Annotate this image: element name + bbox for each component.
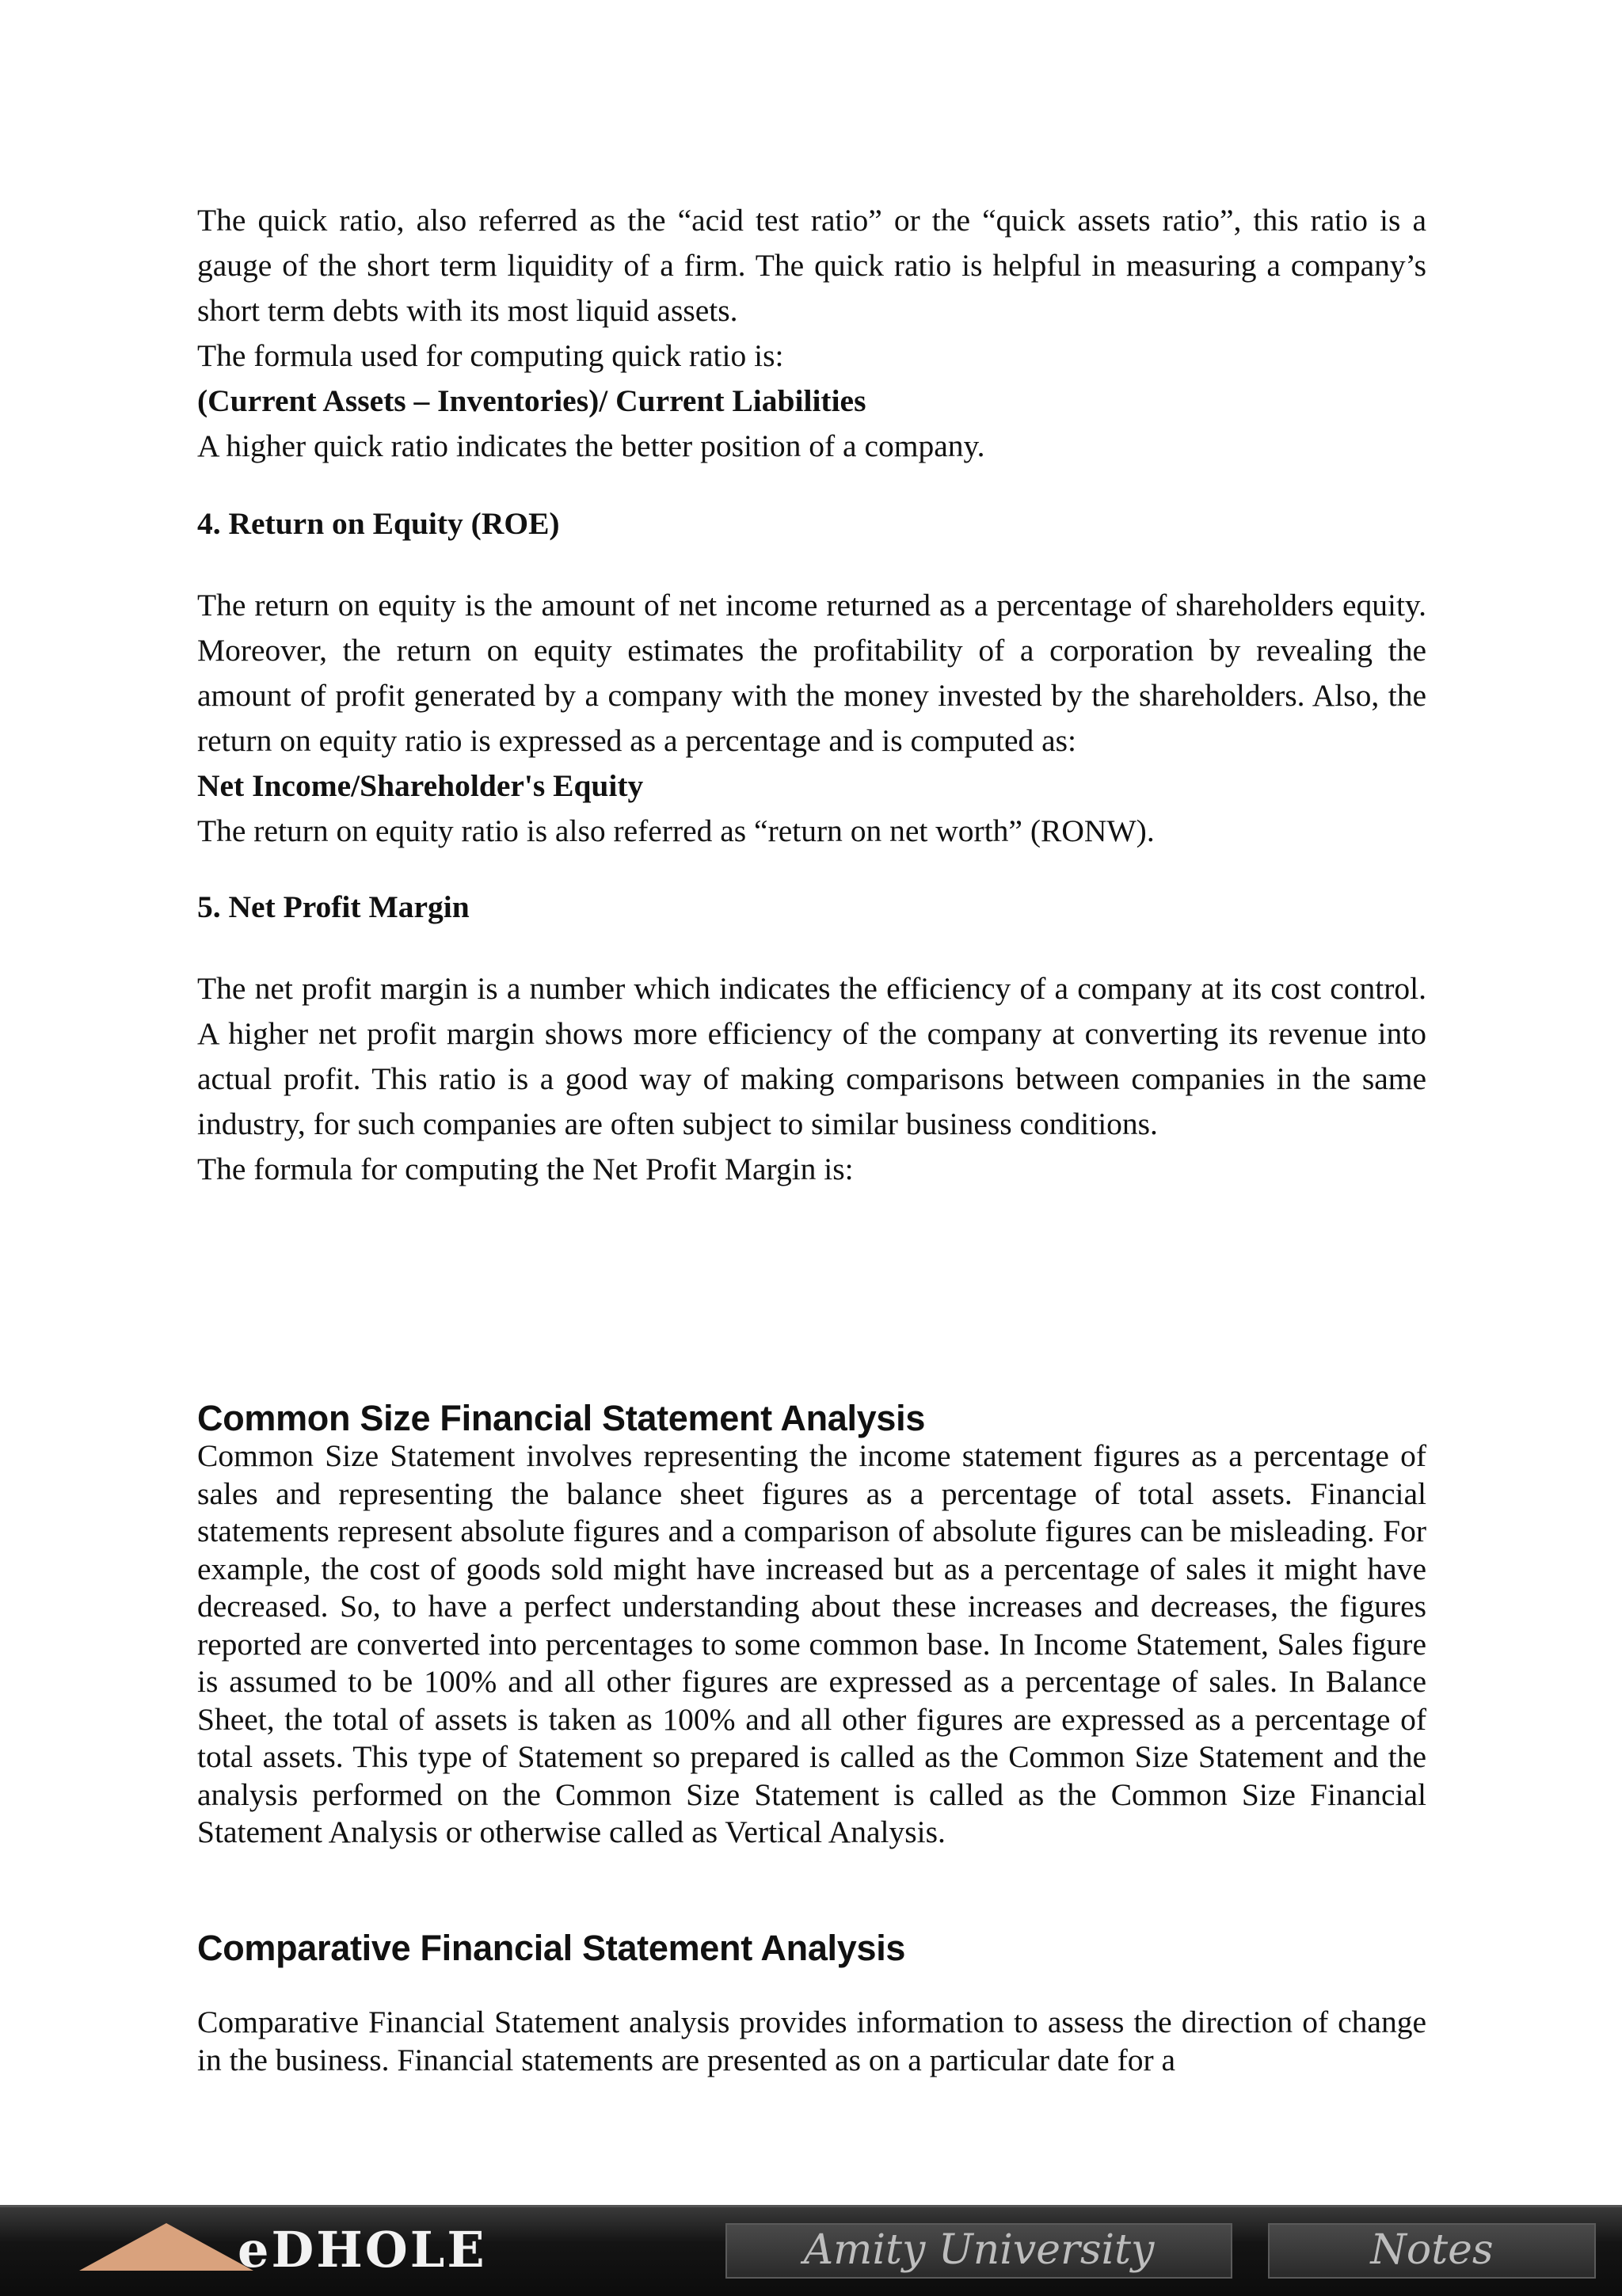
roe-formula: Net Income/Shareholder's Equity <box>197 768 644 803</box>
npm-section <box>197 885 1426 1192</box>
footer-bar <box>0 2205 1622 2296</box>
common-size-heading: Common Size Financial Statement Analysis <box>197 1398 926 1438</box>
common-size-body: Common Size Statement involves representing the income statement figures as a percentage of sales and representing the balance sheet figures as a percentage of total assets. Financial statements represent absolute figures and a comparison of absolute figures can be misleading. For example, the cost of goods sold might have increased but as a percentage of sales it might have decreased. So, to have a perfect understanding about these increases and decreases, the figures reported are converted into percentages to some common base. In Income Statement, Sales figure is assumed to be 100% and all other figures are expressed as a percentage of sales. In Balance Sheet, the total of assets is taken as 100% and all other figures are expressed as a percentage of total assets. This type of Statement so prepared is called as the Common Size Statement and the analysis performed on the Common Size Statement is called as the Common Size Financial Statement Analysis or otherwise called as Vertical Analysis. <box>197 1438 1426 1849</box>
roe-heading: 4. Return on Equity (ROE) <box>197 506 560 541</box>
npm-body: The net profit margin is a number which indicates the efficiency of a company at its cost control. A higher net profit margin shows more efficiency of the company at converting its revenue into actual profit. This ratio is a good way of making comparisons between companies in the same industry, for such companies are often subject to similar business conditions. <box>197 971 1426 1141</box>
roe-body: The return on equity is the amount of net income returned as a percentage of shareholders equity. Moreover, the return on equity estimates the profitability of a corporation by revealing the amount of profit generated by a company with the money invested by the shareholders. Also, the return on equity ratio is expressed as a percentage and is computed as: <box>197 588 1426 758</box>
comparative-heading: Comparative Financial Statement Analysis <box>197 1928 906 1968</box>
npm-heading: 5. Net Profit Margin <box>197 889 470 924</box>
common-size-section <box>197 1395 1426 1852</box>
quick-ratio-formula-lead: The formula used for computing quick ratio is: <box>197 338 784 373</box>
quick-ratio-intro: The quick ratio, also referred as the “acid test ratio” or the “quick assets ratio”, this ratio is a gauge of the short term liquidity of a firm. The quick ratio is helpful in measuring a company’s short term debts with its most liquid assets. <box>197 203 1426 328</box>
quick-ratio-formula: (Current Assets – Inventories)/ Current Liabilities <box>197 383 866 418</box>
roe-section <box>197 501 1426 854</box>
notes-label: Notes <box>1268 2223 1596 2279</box>
quick-ratio-section <box>197 198 1426 469</box>
edhole-logo: eDHOLE <box>238 2221 487 2279</box>
university-label: Amity University <box>725 2223 1232 2279</box>
comparative-body: Comparative Financial Statement analysis provides information to assess the direction of change in the business. Financial statements are presented as on a particular date for a <box>197 2005 1426 2077</box>
roe-note: The return on equity ratio is also referred as “return on net worth” (RONW). <box>197 813 1155 848</box>
npm-formula-lead: The formula for computing the Net Profit Margin is: <box>197 1152 854 1186</box>
pyramid-icon <box>79 2223 253 2271</box>
quick-ratio-note: A higher quick ratio indicates the better position of a company. <box>197 428 985 463</box>
comparative-section <box>197 1925 1426 2079</box>
